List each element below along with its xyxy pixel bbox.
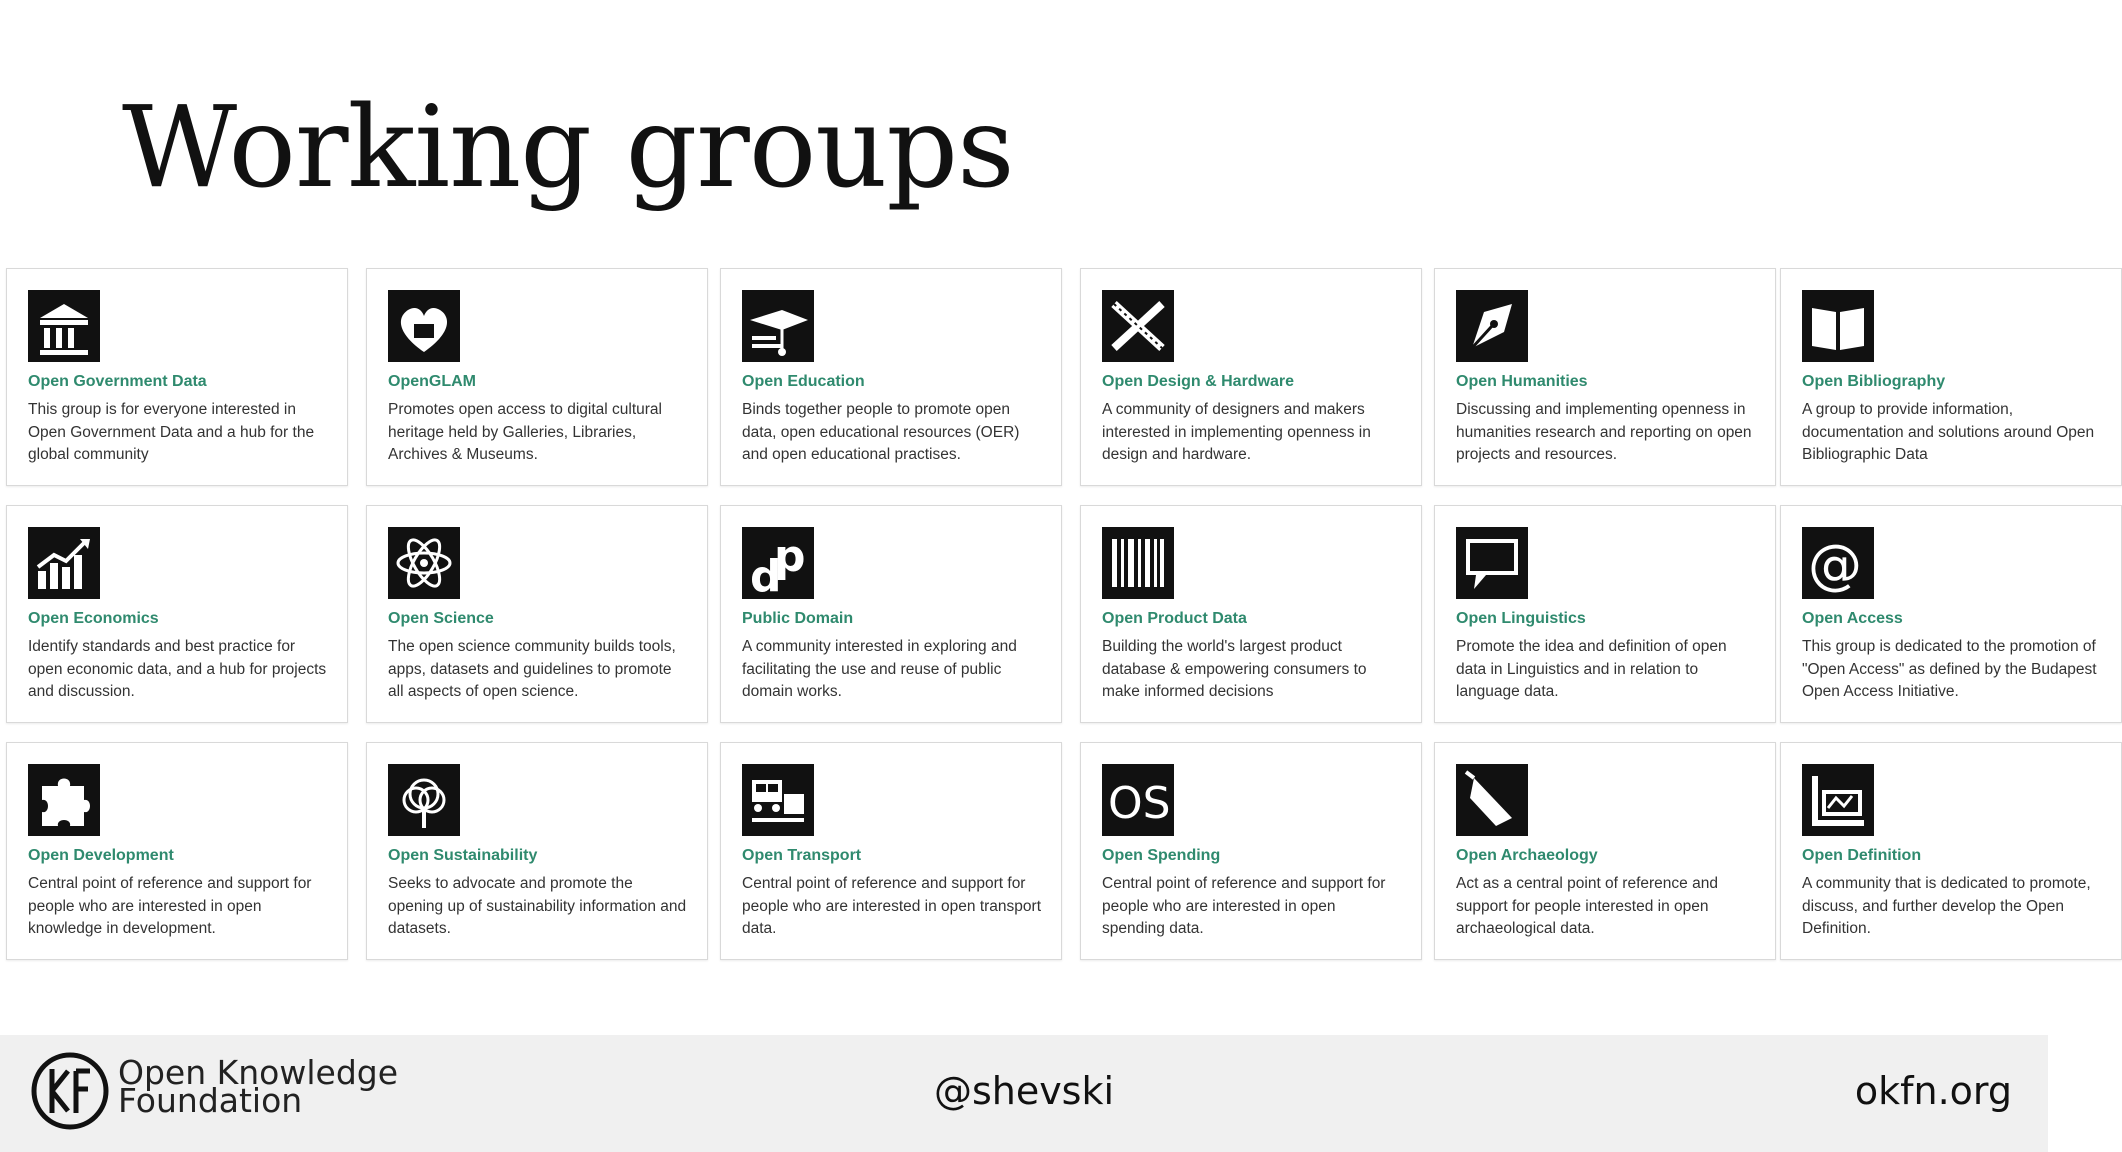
rising-chart-icon xyxy=(28,527,100,599)
group-description: A group to provide information, documentation and solutions around Open Bibliographic Data xyxy=(1802,401,2095,463)
org-name xyxy=(118,1053,418,1120)
group-title[interactable]: Open Product Data xyxy=(1102,610,1247,627)
svg-text:@: @ xyxy=(1808,533,1862,596)
os-logo-icon xyxy=(1102,764,1174,836)
group-card-open-linguistics[interactable] xyxy=(1434,505,1776,723)
group-card-open-archaeology[interactable] xyxy=(1434,742,1776,960)
group-title[interactable]: Open Humanities xyxy=(1456,373,1588,390)
okf-logo-icon xyxy=(30,1047,110,1135)
bus-icon xyxy=(742,764,814,836)
group-card-open-product-data[interactable] xyxy=(1080,505,1422,723)
group-card-open-government-data[interactable] xyxy=(6,268,348,486)
group-card-open-spending[interactable] xyxy=(1080,742,1422,960)
group-description: Promote the idea and definition of open data in Linguistics and in relation to language data. xyxy=(1456,638,1727,700)
group-title[interactable]: Open Development xyxy=(28,847,174,864)
group-title[interactable]: Open Design & Hardware xyxy=(1102,373,1295,390)
speech-bubble-icon xyxy=(1456,527,1528,599)
org-name-line2: Foundation xyxy=(118,1081,303,1120)
group-title[interactable]: Public Domain xyxy=(742,610,854,627)
svg-text:OS: OS xyxy=(1108,778,1171,829)
group-description: Discussing and implementing openness in humanities research and reporting on open projects and resources. xyxy=(1456,401,1752,463)
group-description: A community that is dedicated to promote, discuss, and further develop the Open Definition. xyxy=(1802,875,2091,937)
group-description: Seeks to advocate and promote the opening up of sustainability information and datasets. xyxy=(388,875,687,937)
atom-icon xyxy=(388,527,460,599)
group-card-open-sustainability[interactable] xyxy=(366,742,708,960)
group-description: Central point of reference and support for people who are interested in open transport data. xyxy=(742,875,1042,937)
public-domain-icon xyxy=(742,527,814,602)
group-title[interactable]: Open Access xyxy=(1802,610,1903,627)
group-title[interactable]: Open Government Data xyxy=(28,373,207,390)
group-title[interactable]: Open Archaeology xyxy=(1456,847,1598,864)
group-description: Central point of reference and support for people who are interested in open knowledge in development. xyxy=(28,875,312,937)
group-description: Binds together people to promote open data, open educational resources (OER) and open educational practises. xyxy=(742,401,1020,463)
group-description: Building the world's largest product database & empowering consumers to make informed decisions xyxy=(1102,638,1367,700)
trowel-icon xyxy=(1456,764,1528,836)
group-description: Central point of reference and support for people who are interested in open spending data. xyxy=(1102,875,1386,937)
group-title[interactable]: Open Definition xyxy=(1802,847,1922,864)
group-title[interactable]: Open Linguistics xyxy=(1456,610,1586,627)
group-card-open-science[interactable] xyxy=(366,505,708,723)
group-card-open-humanities[interactable] xyxy=(1434,268,1776,486)
group-description: This group is for everyone interested in Open Government Data and a hub for the global community xyxy=(28,401,315,463)
group-title[interactable]: Open Science xyxy=(388,610,494,627)
group-title[interactable]: OpenGLAM xyxy=(388,373,476,390)
group-title[interactable]: Open Bibliography xyxy=(1802,373,1946,390)
open-definition-icon xyxy=(1802,764,1874,836)
group-description: Identify standards and best practice for open economic data, and a hub for projects and discussion. xyxy=(28,638,327,700)
graduation-cap-icon xyxy=(742,290,814,362)
pencil-ruler-icon xyxy=(1102,290,1174,362)
group-card-open-bibliography[interactable] xyxy=(1780,268,2122,486)
group-description: A community of designers and makers interested in implementing openness in design and hardware. xyxy=(1102,401,1371,463)
group-title[interactable]: Open Transport xyxy=(742,847,862,864)
group-card-open-development[interactable] xyxy=(6,742,348,960)
group-description: Act as a central point of reference and support for people interested in open archaeological data. xyxy=(1456,875,1718,937)
website-url: okfn.org xyxy=(1854,1069,2012,1113)
slide-title: Working groups xyxy=(122,83,1014,213)
tree-rings-icon xyxy=(388,764,460,836)
svg-text:p: p xyxy=(774,531,806,582)
group-description: A community interested in exploring and facilitating the use and reuse of public domain works. xyxy=(742,638,1017,700)
group-card-openglam[interactable] xyxy=(366,268,708,486)
group-card-open-access[interactable] xyxy=(1780,505,2122,723)
group-title[interactable]: Open Economics xyxy=(28,610,159,627)
barcode-icon xyxy=(1102,527,1174,599)
group-card-open-economics[interactable] xyxy=(6,505,348,723)
group-description: The open science community builds tools, apps, datasets and guidelines to promote all aspects of open science. xyxy=(388,638,676,700)
open-book-icon xyxy=(1802,290,1874,362)
org-name-line1: Open Knowledge xyxy=(118,1053,399,1092)
group-card-public-domain[interactable] xyxy=(720,505,1062,723)
group-card-open-transport[interactable] xyxy=(720,742,1062,960)
government-building-icon xyxy=(28,290,100,362)
puzzle-piece-icon xyxy=(28,764,100,836)
at-sign-icon xyxy=(1802,527,1874,599)
pen-nib-icon xyxy=(1456,290,1528,362)
group-card-open-education[interactable] xyxy=(720,268,1062,486)
group-card-open-design-and-hardware[interactable] xyxy=(1080,268,1422,486)
group-description: Promotes open access to digital cultural heritage held by Galleries, Libraries, Archives & Museums. xyxy=(388,401,662,463)
twitter-handle: @shevski xyxy=(933,1069,1115,1113)
footer xyxy=(0,1035,2048,1152)
group-card-open-definition[interactable] xyxy=(1780,742,2122,960)
heart-padlock-icon xyxy=(388,290,460,362)
svg-text:d: d xyxy=(750,551,782,602)
group-title[interactable]: Open Education xyxy=(742,373,865,390)
group-description: This group is dedicated to the promotion of "Open Access" as defined by the Budapest Open Access Initiative. xyxy=(1802,638,2097,700)
group-title[interactable]: Open Spending xyxy=(1102,847,1221,864)
group-title[interactable]: Open Sustainability xyxy=(388,847,538,864)
